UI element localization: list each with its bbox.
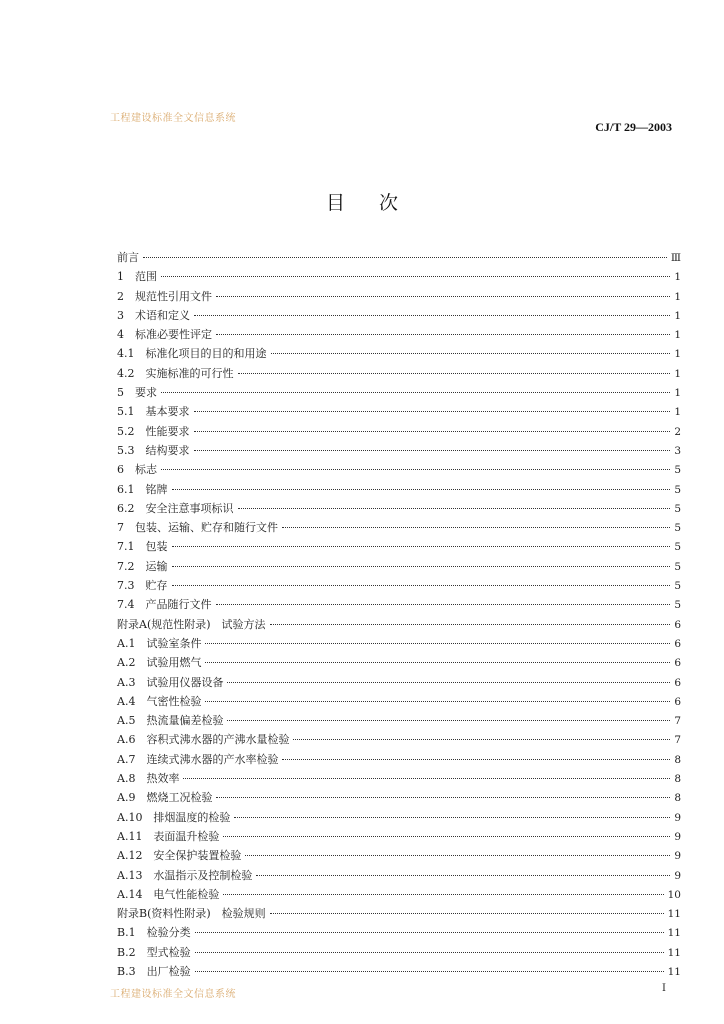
toc-leader-dots [216,797,670,798]
toc-leader-dots [194,450,671,451]
toc-entry[interactable] [117,846,681,865]
toc-entry-label: 6.2 安全注意事项标识 [117,501,234,515]
watermark-bottom: 工程建设标准全文信息系统 [110,989,236,1000]
toc-leader-dots [270,624,671,625]
toc-entry-label: A.2 试验用燃气 [117,656,202,670]
toc-leader-dots [227,720,670,721]
toc-entry[interactable] [117,306,681,325]
toc-entry-page: 1 [674,309,681,322]
toc-entry[interactable] [117,943,681,962]
toc-entry-page: 5 [674,580,681,593]
toc-entry-label: A.12 安全保护装置检验 [117,849,242,863]
toc-entry-label: A.14 电气性能检验 [117,887,220,901]
toc-entry-label: 前言 [117,251,139,264]
toc-entry-label: 附录B(资料性附录) 检验规则 [117,907,266,921]
toc-leader-dots [227,682,670,683]
toc-entry-page: 1 [674,348,681,361]
toc-leader-dots [271,353,671,354]
toc-leader-dots [270,913,664,914]
toc-leader-dots [194,411,671,412]
toc-leader-dots [223,836,670,837]
toc-entry-page: 5 [674,522,681,535]
toc-entry-page: 11 [667,946,681,959]
toc-entry-page: Ⅲ [670,252,681,264]
toc-entry-label: B.3 出厂检验 [117,964,191,978]
toc-leader-dots [293,739,670,740]
toc-entry-label: 3 术语和定义 [117,308,190,322]
toc-leader-dots [161,469,670,470]
toc-entry-page: 1 [674,271,681,284]
toc-entry[interactable] [117,923,681,942]
toc-entry-page: 7 [674,715,681,728]
toc-entry-page: 2 [674,425,681,438]
toc-entry-label: 2 规范性引用文件 [117,289,212,303]
toc-entry[interactable] [117,460,681,479]
toc-entry-page: 10 [667,888,681,901]
toc-entry-page: 8 [674,792,681,805]
toc-entry-page: 11 [667,908,681,921]
toc-entry[interactable] [117,962,681,981]
toc-entry-label: A.5 热流量偏差检验 [117,714,224,728]
toc-entry-label: 7 包装、运输、贮存和随行文件 [117,521,278,535]
toc-entry-label: 4 标准必要性评定 [117,328,212,342]
toc-leader-dots [245,855,670,856]
toc-entry[interactable] [117,673,681,692]
toc-entry-page: 6 [674,676,681,689]
toc-entry-page: 1 [674,387,681,400]
toc-entry-page: 11 [667,927,681,940]
toc-entry[interactable] [117,827,681,846]
toc-entry[interactable] [117,576,681,595]
toc-leader-dots [205,643,670,644]
toc-entry-page: 5 [674,464,681,477]
toc-entry-page: 6 [674,657,681,670]
toc-entry[interactable] [117,518,681,537]
toc-entry[interactable] [117,557,681,576]
toc-entry-label: 5 要求 [117,386,157,400]
toc-entry-label: 1 范围 [117,270,157,284]
toc-leader-dots [143,257,667,258]
toc-entry-label: 7.4 产品随行文件 [117,598,212,612]
toc-entry-label: A.9 燃烧工况检验 [117,791,213,805]
toc-entry[interactable] [117,325,681,344]
toc-leader-dots [172,489,671,490]
toc-entry-label: 6 标志 [117,463,157,477]
toc-entry[interactable] [117,441,681,460]
toc-entry[interactable] [117,634,681,653]
toc-entry[interactable] [117,267,681,286]
toc-entry-page: 1 [674,290,681,303]
toc-entry-page: 8 [674,753,681,766]
toc-entry-page: 7 [674,734,681,747]
toc-entry-label: 5.2 性能要求 [117,424,190,438]
toc-entry[interactable] [117,711,681,730]
toc-entry-label: 5.3 结构要求 [117,443,190,457]
toc-entry-label: 4.1 标准化项目的目的和用途 [117,347,267,361]
toc-entry-label: 7.3 贮存 [117,579,168,593]
toc-leader-dots [282,759,670,760]
toc-entry-page: 11 [667,965,681,978]
toc-entry[interactable] [117,480,681,499]
toc-entry-label: 5.1 基本要求 [117,405,190,419]
toc-entry-page: 6 [674,695,681,708]
toc-entry-page: 5 [674,599,681,612]
toc-entry-page: 1 [674,406,681,419]
toc-leader-dots [216,334,670,335]
toc-leader-dots [172,546,671,547]
toc-entry-label: 附录A(规范性附录) 试验方法 [117,617,266,631]
toc-entry[interactable] [117,248,681,267]
toc-entry-page: 5 [674,541,681,554]
toc-entry[interactable] [117,904,681,923]
toc-leader-dots [238,373,671,374]
toc-leader-dots [216,296,670,297]
toc-entry-label: B.2 型式检验 [117,945,191,959]
toc-leader-dots [161,392,670,393]
watermark-top: 工程建设标准全文信息系统 [110,113,236,124]
toc-entry[interactable] [117,808,681,827]
page-title: 目次 [325,192,432,214]
toc-entry-label: B.1 检验分类 [117,926,191,940]
toc-leader-dots [195,952,664,953]
toc-entry[interactable] [117,750,681,769]
toc-entry-label: A.8 热效率 [117,772,180,786]
toc-entry[interactable] [117,537,681,556]
toc-leader-dots [172,585,671,586]
toc-entry[interactable] [117,402,681,421]
toc-entry-page: 9 [674,811,681,824]
toc-entry-page: 9 [674,869,681,882]
toc-entry-label: 7.1 包装 [117,540,168,554]
toc-leader-dots [205,701,670,702]
toc-entry[interactable] [117,866,681,885]
table-of-contents [117,248,681,981]
toc-entry[interactable] [117,364,681,383]
toc-leader-dots [194,431,671,432]
toc-leader-dots [238,508,671,509]
toc-leader-dots [195,932,664,933]
toc-leader-dots [282,527,670,528]
toc-leader-dots [194,315,670,316]
toc-entry-page: 5 [674,483,681,496]
toc-entry-page: 5 [674,560,681,573]
toc-entry-page: 9 [674,850,681,863]
toc-entry-label: A.4 气密性检验 [117,694,202,708]
page-number: I [662,983,666,994]
toc-entry[interactable] [117,595,681,614]
toc-leader-dots [195,971,664,972]
toc-leader-dots [172,566,671,567]
standard-code: CJ/T 29—2003 [595,120,672,134]
toc-leader-dots [223,894,663,895]
toc-leader-dots [205,662,670,663]
toc-entry-label: A.1 试验室条件 [117,636,202,650]
toc-entry[interactable] [117,730,681,749]
toc-entry-page: 6 [674,637,681,650]
toc-leader-dots [183,778,670,779]
toc-entry-label: 7.2 运输 [117,559,168,573]
toc-entry-page: 6 [674,618,681,631]
toc-leader-dots [256,875,670,876]
toc-entry[interactable] [117,885,681,904]
toc-leader-dots [234,817,670,818]
toc-entry[interactable] [117,788,681,807]
toc-entry-page: 5 [674,502,681,515]
toc-leader-dots [161,276,670,277]
toc-entry-page: 9 [674,830,681,843]
toc-entry[interactable] [117,383,681,402]
toc-entry[interactable] [117,422,681,441]
toc-entry[interactable] [117,692,681,711]
toc-entry-label: A.10 排烟温度的检验 [117,810,231,824]
toc-entry-label: 4.2 实施标准的可行性 [117,366,234,380]
toc-entry-label: A.3 试验用仪器设备 [117,675,224,689]
toc-entry[interactable] [117,615,681,634]
toc-entry-label: A.11 表面温升检验 [117,829,220,843]
toc-entry-page: 1 [674,329,681,342]
toc-entry-page: 8 [674,773,681,786]
toc-entry-label: A.7 连续式沸水器的产水率检验 [117,752,279,766]
toc-leader-dots [216,604,671,605]
toc-entry-label: 6.1 铭牌 [117,482,168,496]
toc-entry-page: 3 [674,444,681,457]
toc-entry[interactable] [117,287,681,306]
toc-entry[interactable] [117,499,681,518]
toc-entry[interactable] [117,344,681,363]
toc-entry-label: A.13 水温指示及控制检验 [117,868,253,882]
toc-entry-page: 1 [674,367,681,380]
toc-entry[interactable] [117,769,681,788]
toc-entry[interactable] [117,653,681,672]
toc-entry-label: A.6 容积式沸水器的产沸水量检验 [117,733,290,747]
